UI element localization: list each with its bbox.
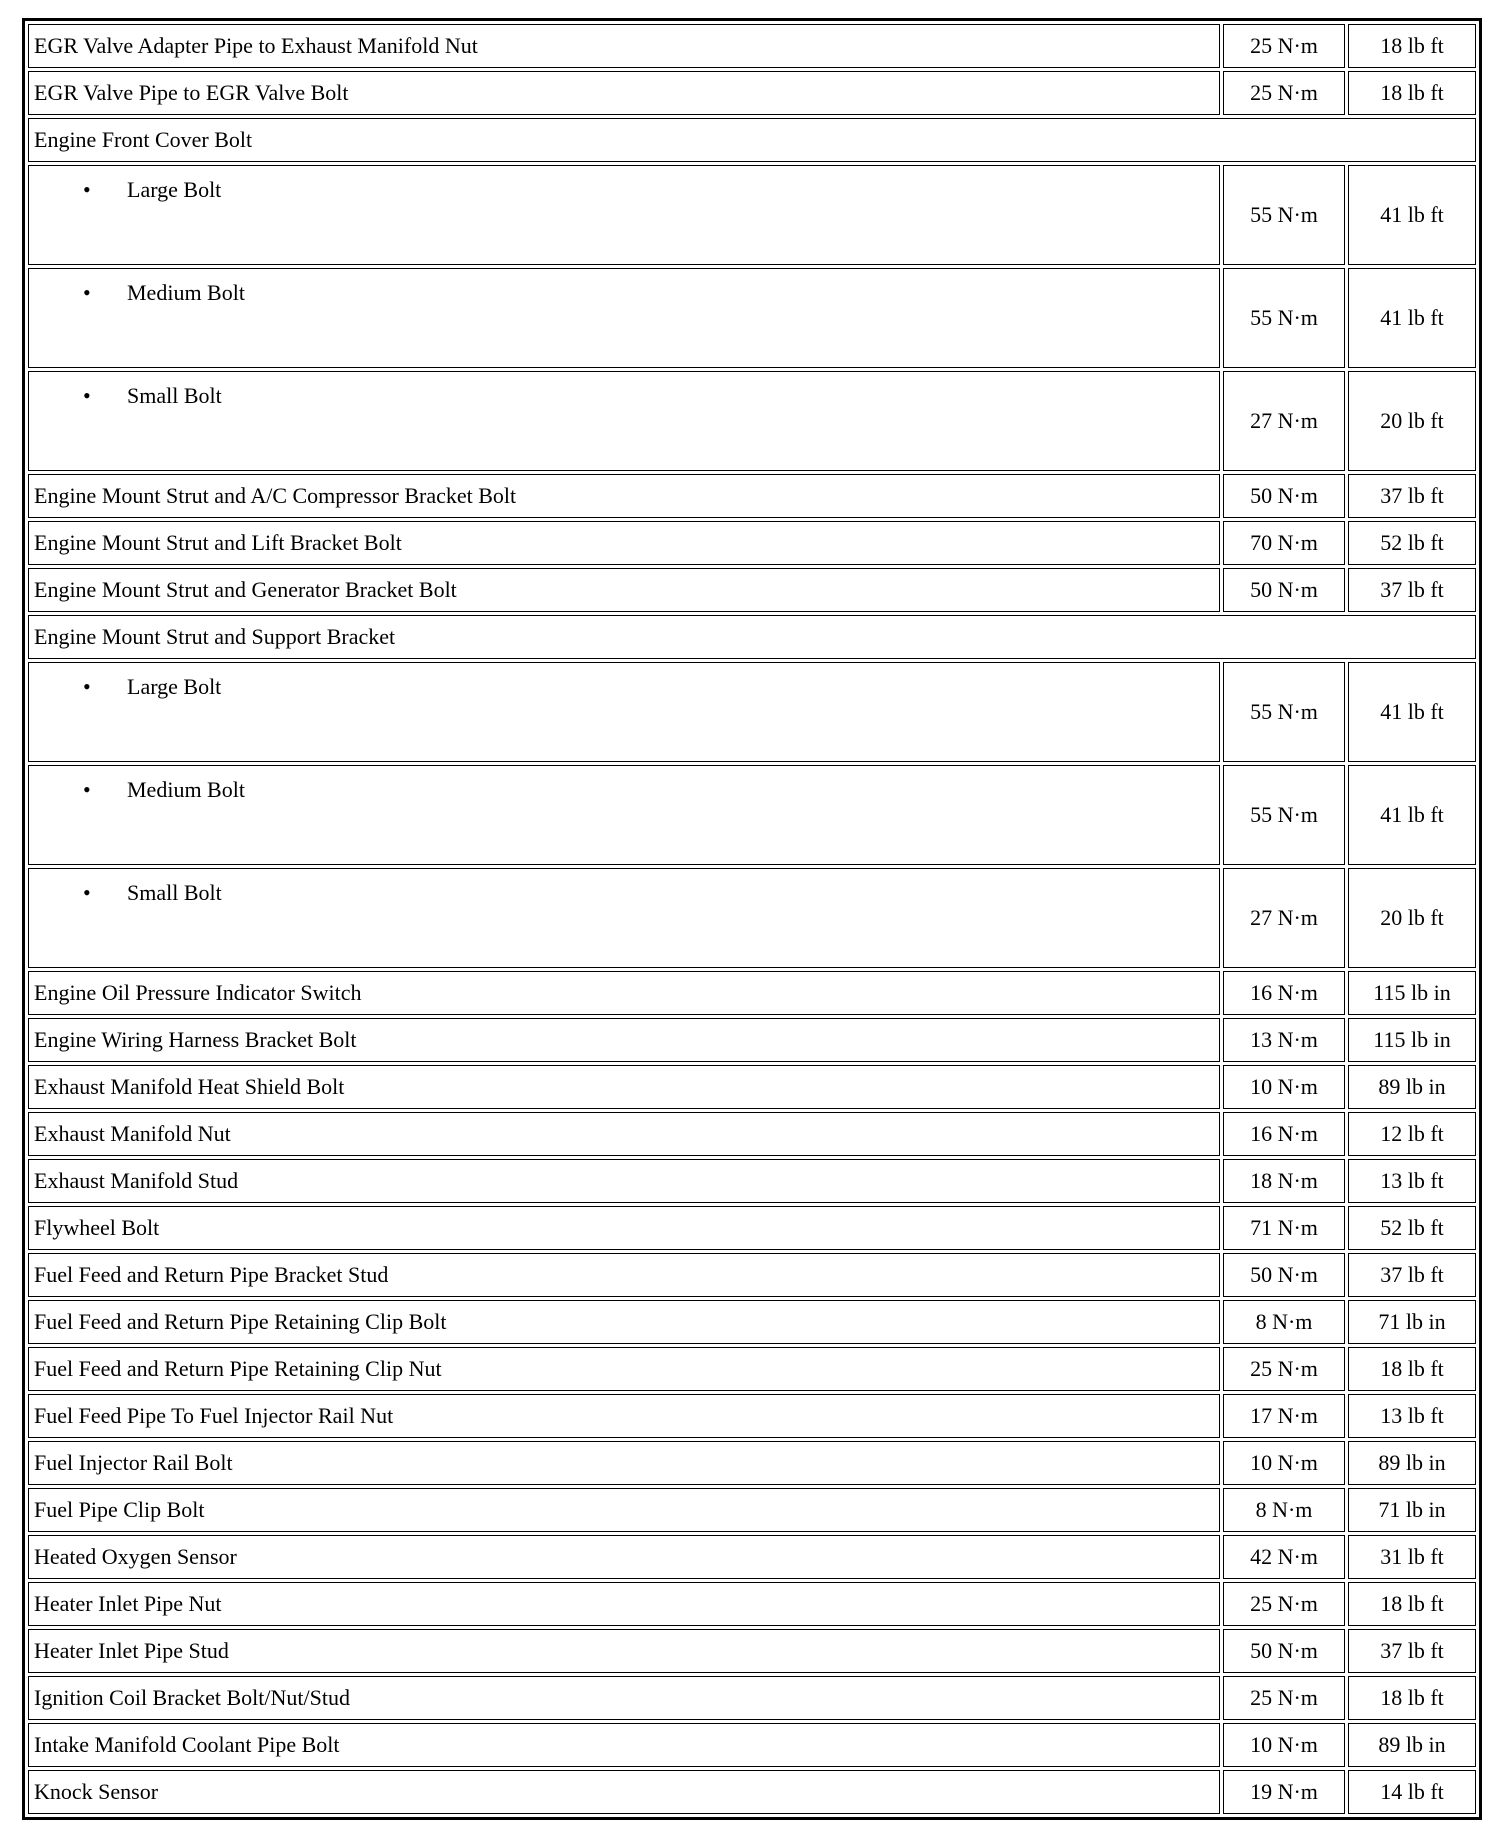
metric-torque-value: 8 N·m xyxy=(1223,1300,1345,1344)
imperial-torque-value: 12 lb ft xyxy=(1348,1112,1476,1156)
bullet-spec-label xyxy=(28,371,1220,471)
imperial-torque-value: 37 lb ft xyxy=(1348,1253,1476,1297)
spec-label: Exhaust Manifold Heat Shield Bolt xyxy=(28,1065,1220,1109)
spec-label: Fuel Pipe Clip Bolt xyxy=(28,1488,1220,1532)
table-row xyxy=(28,1394,1476,1438)
metric-torque-value: 10 N·m xyxy=(1223,1065,1345,1109)
metric-torque-value: 13 N·m xyxy=(1223,1018,1345,1062)
table-row xyxy=(28,1018,1476,1062)
bullet-spec-label xyxy=(28,662,1220,762)
metric-torque-value: 55 N·m xyxy=(1223,662,1345,762)
spec-label: Exhaust Manifold Stud xyxy=(28,1159,1220,1203)
imperial-torque-value: 18 lb ft xyxy=(1348,1347,1476,1391)
metric-torque-value: 55 N·m xyxy=(1223,765,1345,865)
spec-label: Heater Inlet Pipe Nut xyxy=(28,1582,1220,1626)
metric-torque-value: 25 N·m xyxy=(1223,24,1345,68)
table-row xyxy=(28,971,1476,1015)
metric-torque-value: 71 N·m xyxy=(1223,1206,1345,1250)
imperial-torque-value: 37 lb ft xyxy=(1348,568,1476,612)
metric-torque-value: 50 N·m xyxy=(1223,474,1345,518)
metric-torque-value: 27 N·m xyxy=(1223,868,1345,968)
spec-label: Ignition Coil Bracket Bolt/Nut/Stud xyxy=(28,1676,1220,1720)
imperial-torque-value: 89 lb in xyxy=(1348,1441,1476,1485)
metric-torque-value: 10 N·m xyxy=(1223,1723,1345,1767)
metric-torque-value: 50 N·m xyxy=(1223,568,1345,612)
bullet-item-text: • Small Bolt xyxy=(83,880,222,905)
metric-torque-value: 17 N·m xyxy=(1223,1394,1345,1438)
imperial-torque-value: 37 lb ft xyxy=(1348,474,1476,518)
table-row xyxy=(28,1770,1476,1814)
imperial-torque-value: 115 lb in xyxy=(1348,1018,1476,1062)
metric-torque-value: 70 N·m xyxy=(1223,521,1345,565)
metric-torque-value: 19 N·m xyxy=(1223,1770,1345,1814)
table-row xyxy=(28,1582,1476,1626)
imperial-torque-value: 41 lb ft xyxy=(1348,662,1476,762)
spec-label: Intake Manifold Coolant Pipe Bolt xyxy=(28,1723,1220,1767)
table-row xyxy=(28,268,1476,368)
imperial-torque-value: 89 lb in xyxy=(1348,1065,1476,1109)
bullet-item-text: • Medium Bolt xyxy=(83,280,245,305)
table-row xyxy=(28,165,1476,265)
imperial-torque-value: 37 lb ft xyxy=(1348,1629,1476,1673)
imperial-torque-value: 18 lb ft xyxy=(1348,71,1476,115)
imperial-torque-value: 18 lb ft xyxy=(1348,1582,1476,1626)
table-row xyxy=(28,1300,1476,1344)
spec-label: Flywheel Bolt xyxy=(28,1206,1220,1250)
spec-label: Heated Oxygen Sensor xyxy=(28,1535,1220,1579)
spec-label: Fuel Injector Rail Bolt xyxy=(28,1441,1220,1485)
table-row xyxy=(28,765,1476,865)
table-row xyxy=(28,71,1476,115)
metric-torque-value: 50 N·m xyxy=(1223,1253,1345,1297)
table-row xyxy=(28,1535,1476,1579)
table-row xyxy=(28,474,1476,518)
bullet-item-text: • Medium Bolt xyxy=(83,777,245,802)
spec-label: Exhaust Manifold Nut xyxy=(28,1112,1220,1156)
spec-label: Engine Oil Pressure Indicator Switch xyxy=(28,971,1220,1015)
table-row xyxy=(28,568,1476,612)
metric-torque-value: 55 N·m xyxy=(1223,165,1345,265)
table-row xyxy=(28,1441,1476,1485)
metric-torque-value: 16 N·m xyxy=(1223,971,1345,1015)
table-row xyxy=(28,521,1476,565)
section-header-label: Engine Mount Strut and Support Bracket xyxy=(28,615,1476,659)
bullet-item-text: • Large Bolt xyxy=(83,177,221,202)
imperial-torque-value: 71 lb in xyxy=(1348,1488,1476,1532)
spec-label: Engine Mount Strut and Lift Bracket Bolt xyxy=(28,521,1220,565)
table-row xyxy=(28,1206,1476,1250)
bullet-spec-label xyxy=(28,268,1220,368)
metric-torque-value: 25 N·m xyxy=(1223,1582,1345,1626)
spec-label: EGR Valve Adapter Pipe to Exhaust Manifold Nut xyxy=(28,24,1220,68)
imperial-torque-value: 20 lb ft xyxy=(1348,371,1476,471)
table-row xyxy=(28,24,1476,68)
table-row xyxy=(28,371,1476,471)
imperial-torque-value: 31 lb ft xyxy=(1348,1535,1476,1579)
imperial-torque-value: 41 lb ft xyxy=(1348,165,1476,265)
metric-torque-value: 16 N·m xyxy=(1223,1112,1345,1156)
metric-torque-value: 18 N·m xyxy=(1223,1159,1345,1203)
spec-label: Heater Inlet Pipe Stud xyxy=(28,1629,1220,1673)
imperial-torque-value: 52 lb ft xyxy=(1348,521,1476,565)
imperial-torque-value: 41 lb ft xyxy=(1348,765,1476,865)
imperial-torque-value: 13 lb ft xyxy=(1348,1394,1476,1438)
bullet-spec-label xyxy=(28,165,1220,265)
table-row xyxy=(28,1253,1476,1297)
metric-torque-value: 25 N·m xyxy=(1223,1676,1345,1720)
torque-spec-table-body xyxy=(28,24,1476,1814)
imperial-torque-value: 20 lb ft xyxy=(1348,868,1476,968)
imperial-torque-value: 115 lb in xyxy=(1348,971,1476,1015)
table-row xyxy=(28,662,1476,762)
imperial-torque-value: 89 lb in xyxy=(1348,1723,1476,1767)
spec-label: Engine Mount Strut and A/C Compressor Bracket Bolt xyxy=(28,474,1220,518)
table-row xyxy=(28,1676,1476,1720)
metric-torque-value: 27 N·m xyxy=(1223,371,1345,471)
imperial-torque-value: 71 lb in xyxy=(1348,1300,1476,1344)
table-row xyxy=(28,118,1476,162)
spec-label: EGR Valve Pipe to EGR Valve Bolt xyxy=(28,71,1220,115)
section-header-label: Engine Front Cover Bolt xyxy=(28,118,1476,162)
imperial-torque-value: 52 lb ft xyxy=(1348,1206,1476,1250)
table-row xyxy=(28,1159,1476,1203)
table-row xyxy=(28,615,1476,659)
spec-label: Engine Mount Strut and Generator Bracket Bolt xyxy=(28,568,1220,612)
metric-torque-value: 42 N·m xyxy=(1223,1535,1345,1579)
table-row xyxy=(28,1347,1476,1391)
table-row xyxy=(28,1112,1476,1156)
table-row xyxy=(28,1723,1476,1767)
metric-torque-value: 25 N·m xyxy=(1223,1347,1345,1391)
table-row xyxy=(28,1488,1476,1532)
table-row xyxy=(28,1629,1476,1673)
bullet-item-text: • Large Bolt xyxy=(83,674,221,699)
imperial-torque-value: 14 lb ft xyxy=(1348,1770,1476,1814)
imperial-torque-value: 18 lb ft xyxy=(1348,1676,1476,1720)
imperial-torque-value: 41 lb ft xyxy=(1348,268,1476,368)
metric-torque-value: 10 N·m xyxy=(1223,1441,1345,1485)
metric-torque-value: 25 N·m xyxy=(1223,71,1345,115)
imperial-torque-value: 13 lb ft xyxy=(1348,1159,1476,1203)
spec-label: Fuel Feed and Return Pipe Retaining Clip Nut xyxy=(28,1347,1220,1391)
torque-spec-table xyxy=(22,18,1482,1820)
metric-torque-value: 8 N·m xyxy=(1223,1488,1345,1532)
imperial-torque-value: 18 lb ft xyxy=(1348,24,1476,68)
bullet-spec-label xyxy=(28,868,1220,968)
metric-torque-value: 55 N·m xyxy=(1223,268,1345,368)
spec-label: Engine Wiring Harness Bracket Bolt xyxy=(28,1018,1220,1062)
spec-label: Fuel Feed and Return Pipe Retaining Clip Bolt xyxy=(28,1300,1220,1344)
spec-label: Knock Sensor xyxy=(28,1770,1220,1814)
bullet-spec-label xyxy=(28,765,1220,865)
bullet-item-text: • Small Bolt xyxy=(83,383,222,408)
table-row xyxy=(28,1065,1476,1109)
table-row xyxy=(28,868,1476,968)
spec-label: Fuel Feed Pipe To Fuel Injector Rail Nut xyxy=(28,1394,1220,1438)
spec-label: Fuel Feed and Return Pipe Bracket Stud xyxy=(28,1253,1220,1297)
metric-torque-value: 50 N·m xyxy=(1223,1629,1345,1673)
